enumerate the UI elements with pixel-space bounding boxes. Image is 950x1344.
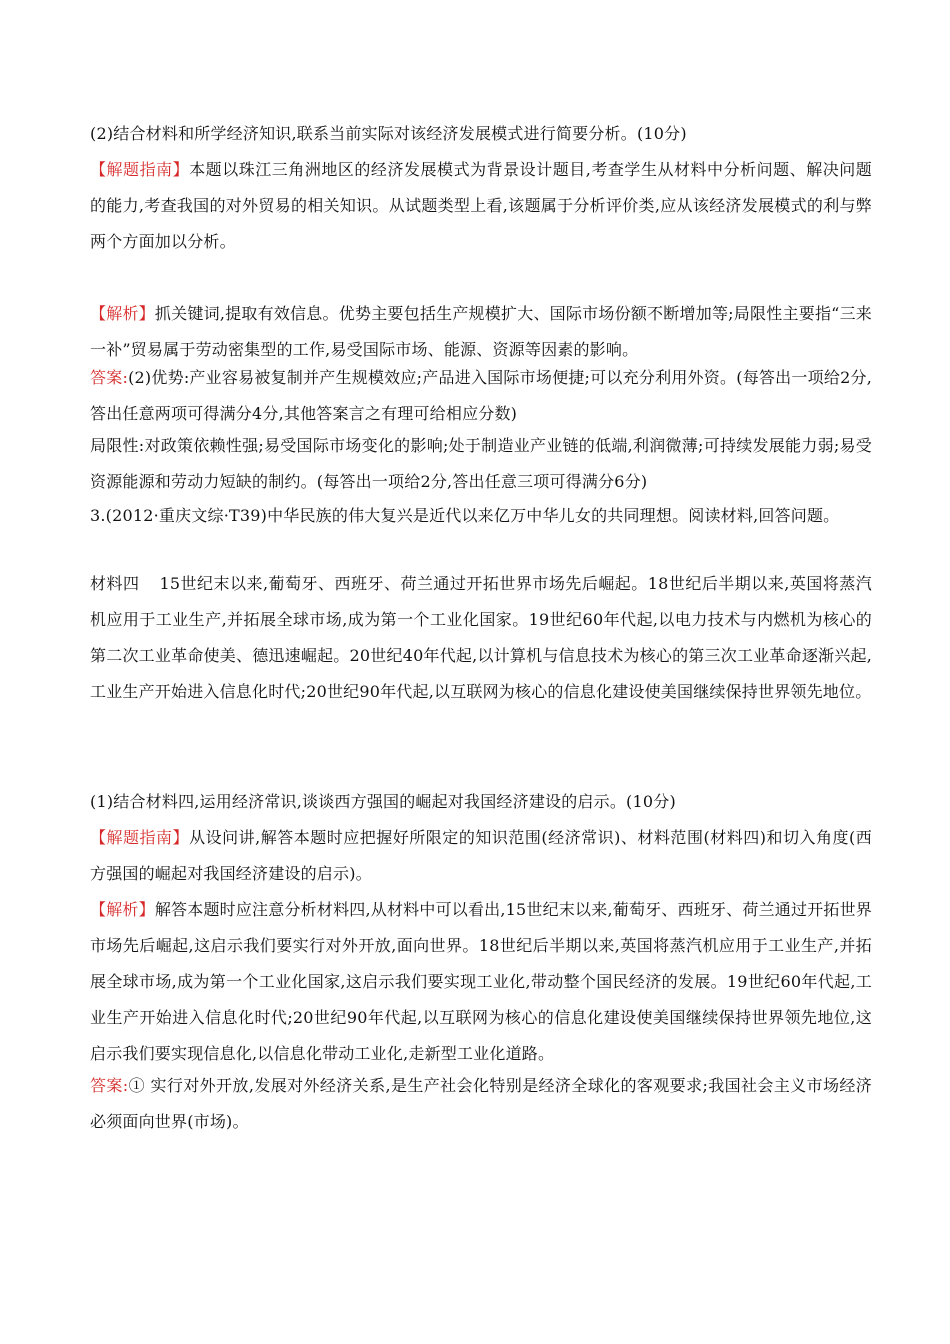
analysis-1 xyxy=(90,296,872,368)
question-3-text: 3.(2012·重庆文综·T39)中华民族的伟大复兴是近代以来亿万中华儿女的共同理想。阅读材料,回答问题。 xyxy=(90,506,840,525)
material-4 xyxy=(90,566,872,710)
material-4-text: 15世纪末以来,葡萄牙、西班牙、荷兰通过开拓世界市场先后崛起。18世纪后半期以来,英国将蒸汽机应用于工业生产,并拓展全球市场,成为第一个工业化国家。19世纪60年代起,以电力技术与内燃机为核心的第二次工业革命使美、德迅速崛起。20世纪40年代起,以计算机与信息技术为核心的第三次工业革命逐渐兴起,工业生产开始进入信息化时代;20世纪90年代起,以互联网为核心的信息化建设使美国继续保持世界领先地位。 xyxy=(90,574,872,701)
answer-label: 答案: xyxy=(90,368,129,387)
answer-text: ① 实行对外开放,发展对外经济关系,是生产社会化特别是经济全球化的客观要求;我国社会主义市场经济必须面向世界(市场)。 xyxy=(90,1076,873,1131)
question-3 xyxy=(90,498,872,534)
question-2 xyxy=(90,116,872,152)
question-3-1-text: (1)结合材料四,运用经济常识,谈谈西方强国的崛起对我国经济建设的启示。(10分) xyxy=(90,792,676,811)
analysis-text: 解答本题时应注意分析材料四,从材料中可以看出,15世纪末以来,葡萄牙、西班牙、荷兰通过开拓世界市场先后崛起,这启示我们要实行对外开放,面向世界。18世纪后半期以来,英国将蒸汽机应用于工业生产,并拓展全球市场,成为第一个工业化国家,这启示我们要实现工业化,带动整个国民经济的发展。19世纪60年代起,工业生产开始进入信息化时代;20世纪90年代起,以互联网为核心的信息化建设使美国继续保持世界领先地位,这启示我们要实现信息化,以信息化带动工业化,走新型工业化道路。 xyxy=(90,900,872,1063)
limitation-text: 局限性:对政策依赖性强;易受国际市场变化的影响;处于制造业产业链的低端,利润微薄;可持续发展能力弱;易受资源能源和劳动力短缺的制约。(每答出一项给2分,答出任意三项可得满分6分) xyxy=(90,436,872,491)
solution-guide-1 xyxy=(90,152,872,260)
solution-guide-2 xyxy=(90,820,872,892)
answer-2 xyxy=(90,1068,872,1140)
solution-guide-text: 本题以珠江三角洲地区的经济发展模式为背景设计题目,考查学生从材料中分析问题、解决问题的能力,考查我国的对外贸易的相关知识。从试题类型上看,该题属于分析评价类,应从该经济发展模式的利与弊两个方面加以分析。 xyxy=(90,160,872,251)
analysis-2 xyxy=(90,892,872,1072)
solution-guide-text: 从设问讲,解答本题时应把握好所限定的知识范围(经济常识)、材料范围(材料四)和切入角度(西方强国的崛起对我国经济建设的启示)。 xyxy=(90,828,872,883)
analysis-text: 抓关键词,提取有效信息。优势主要包括生产规模扩大、国际市场份额不断增加等;局限性主要指“三来一补”贸易属于劳动密集型的工作,易受国际市场、能源、资源等因素的影响。 xyxy=(90,304,872,359)
question-2-text: (2)结合材料和所学经济知识,联系当前实际对该经济发展模式进行简要分析。(10分) xyxy=(90,124,687,143)
solution-guide-label: 【解题指南】 xyxy=(90,828,190,847)
analysis-label: 【解析】 xyxy=(90,304,155,323)
answer-1 xyxy=(90,360,872,432)
material-4-label: 材料四 xyxy=(90,574,140,593)
question-3-1 xyxy=(90,784,872,820)
answer-text: (2)优势:产业容易被复制并产生规模效应;产品进入国际市场便捷;可以充分利用外资。(每答出一项给2分,答出任意两项可得满分4分,其他答案言之有理可给相应分数) xyxy=(90,368,873,423)
limitation-paragraph xyxy=(90,428,872,500)
answer-label: 答案: xyxy=(90,1076,129,1095)
solution-guide-label: 【解题指南】 xyxy=(90,160,190,179)
analysis-label: 【解析】 xyxy=(90,900,155,919)
